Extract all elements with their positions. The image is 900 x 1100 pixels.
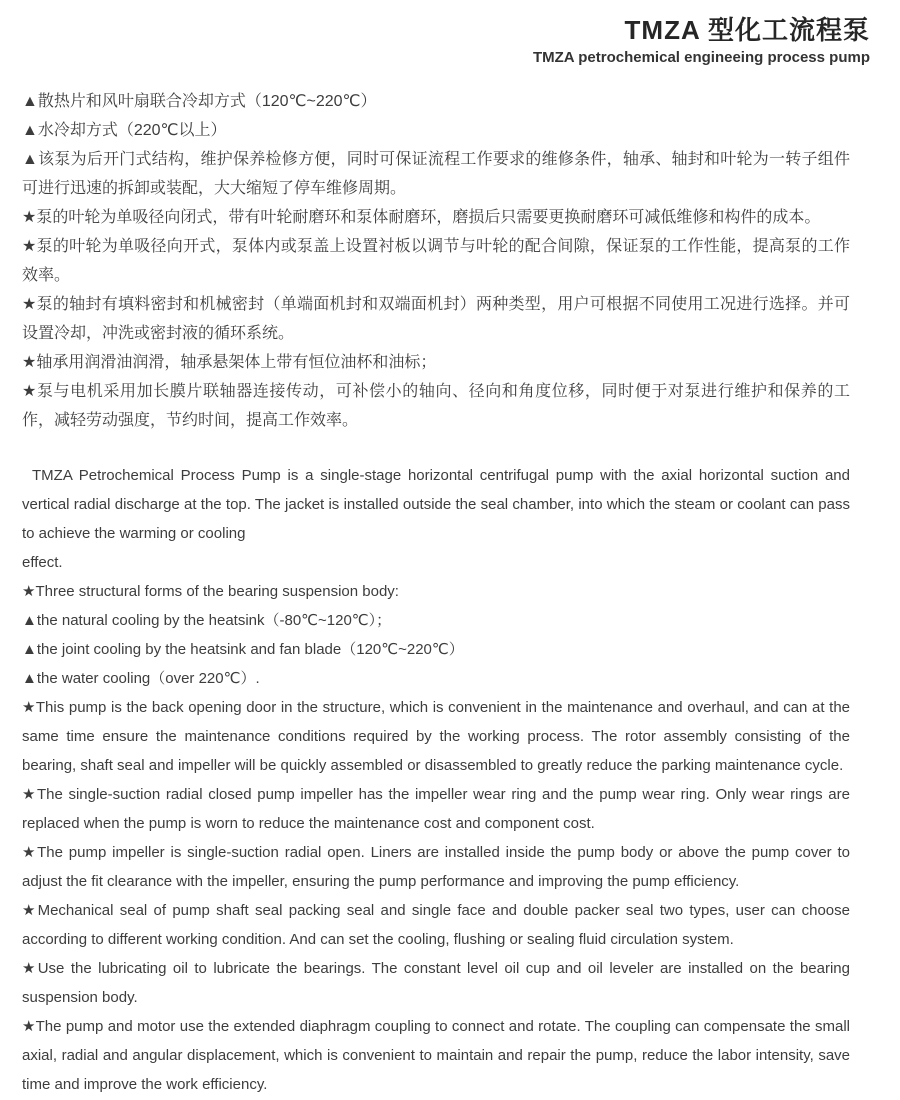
en-paragraph-natural-cooling: ▲the natural cooling by the heatsink（-80℃~120℃）； [22,611,392,629]
zh-paragraph-cooling-combined: ▲散热片和风叶扇联合冷却方式（120℃~220℃） [22,92,377,110]
zh-paragraph-water-cooling: ▲水冷却方式（220℃以上） [22,121,227,139]
en-paragraph-intro: TMZA Petrochemical Process Pump is a single-stage horizontal centrifugal pump with the axial horizontal suction and vertical radial discharge at the top. The jacket is installed outside the seal chamber, into which the steam or coolant can pass to achieve the warming or cooling [22,466,850,542]
en-paragraph-closed-impeller: ★The single-suction radial closed pump impeller has the impeller wear ring and the pump wear ring. Only wear rings are replaced when the pump is worn to reduce the maintenance cost and component cost. [22,785,850,832]
en-paragraph-structural-forms: ★Three structural forms of the bearing suspension body: [22,582,399,600]
zh-paragraph-coupling: ★泵与电机采用加长膜片联轴器连接传动，可补偿小的轴向、径向和角度位移，同时便于对泵进行维护和保养的工作，减轻劳动强度，节约时间，提高工作效率。 [22,382,850,429]
en-paragraph-open-impeller: ★The pump impeller is single-suction radial open. Liners are installed inside the pump body or above the pump cover to adjust the fit clearance with the impeller, ensuring the pump performance and improving the pump efficiency. [22,843,850,890]
document-body [0,67,900,1099]
en-paragraph-effect: effect. [22,553,63,571]
zh-paragraph-closed-impeller: ★泵的叶轮为单吸径向闭式，带有叶轮耐磨环和泵体耐磨环，磨损后只需要更换耐磨环可减低维修和构件的成本。 [22,208,821,226]
en-paragraph-lubricating-oil: ★Use the lubricating oil to lubricate the bearings. The constant level oil cup and oil leveler are installed on the bearing suspension body. [22,959,850,1006]
en-paragraph-coupling: ★The pump and motor use the extended diaphragm coupling to connect and rotate. The coupling can compensate the small axial, radial and angular displacement, which is convenient to maintain and repair the pump, reduce the labor intensity, save time and improve the work efficiency. [22,1017,850,1093]
page-header [0,0,900,67]
zh-paragraph-back-door-structure: ▲该泵为后开门式结构，维护保养检修方便，同时可保证流程工作要求的维修条件，轴承、轴封和叶轮为一转子组件可进行迅速的拆卸或装配，大大缩短了停车维修周期。 [22,150,850,197]
en-paragraph-back-opening-door: ★This pump is the back opening door in the structure, which is convenient in the maintenance and overhaul, and can at the same time ensure the maintenance conditions required by the working process. The rotor assembly consisting of the bearing, shaft seal and impeller will be quickly assembled or disassembled to greatly reduce the parking maintenance cycle. [22,698,850,774]
en-paragraph-joint-cooling: ▲the joint cooling by the heatsink and fan blade（120℃~220℃） [22,640,464,658]
en-paragraph-water-cooling: ▲the water cooling（over 220℃）. [22,669,260,687]
zh-paragraph-bearing-lubrication: ★轴承用润滑油润滑，轴承悬架体上带有恒位油杯和油标； [22,353,437,371]
english-description [22,461,850,1099]
zh-paragraph-shaft-seal: ★泵的轴封有填料密封和机械密封（单端面机封和双端面机封）两种类型，用户可根据不同使用工况进行选择。并可设置冷却，冲洗或密封液的循环系统。 [22,295,850,342]
page-subtitle-en: TMZA petrochemical engineeing process pump [532,48,870,66]
en-paragraph-mechanical-seal: ★Mechanical seal of pump shaft seal packing seal and single face and double packer seal two types, user can choose according to different working condition. And can set the cooling, flushing or sealing fluid circulation system. [22,901,850,948]
page-title-zh: TMZA 型化工流程泵 [624,15,870,45]
zh-paragraph-open-impeller: ★泵的叶轮为单吸径向开式，泵体内或泵盖上设置衬板以调节与叶轮的配合间隙，保证泵的工作性能，提高泵的工作效率。 [22,237,850,284]
chinese-feature-list [22,87,850,435]
